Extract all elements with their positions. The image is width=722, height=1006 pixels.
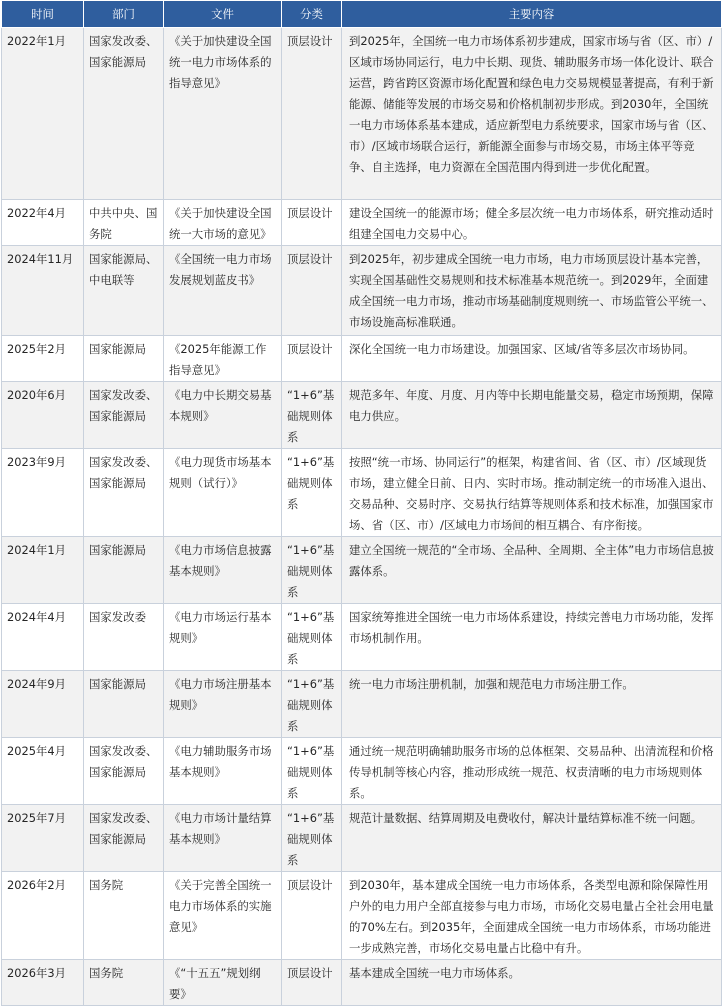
cell-time: 2022年4月 <box>2 200 84 246</box>
cell-content: 规范计量数据、结算周期及电费收付，解决计量结算标准不统一问题。 <box>342 805 722 872</box>
cell-time: 2025年7月 <box>2 805 84 872</box>
table-row <box>2 671 722 738</box>
cell-time: 2025年2月 <box>2 336 84 382</box>
cell-category: 顶层设计 <box>282 246 342 336</box>
cell-time: 2023年9月 <box>2 449 84 537</box>
cell-content: 建设全国统一的能源市场；健全多层次统一电力市场体系，研究推动适时组建全国电力交易中心。 <box>342 200 722 246</box>
cell-file: 《2025年能源工作指导意见》 <box>164 336 282 382</box>
cell-file: 《电力市场信息披露基本规则》 <box>164 537 282 604</box>
cell-dept: 国家能源局 <box>84 336 164 382</box>
table-row <box>2 960 722 1006</box>
cell-content: 到2025年，初步建成全国统一电力市场，电力市场顶层设计基本完善，实现全国基础性交易规则和技术标准基本规范统一。到2029年，全面建成全国统一电力市场，推动市场基础制度规则统一、市场监管公平统一、市场设施高标准联通。 <box>342 246 722 336</box>
cell-content: 到2025年，全国统一电力市场体系初步建成，国家市场与省（区、市）/区域市场协同运行，电力中长期、现货、辅助服务市场一体化设计、联合运营，跨省跨区资源市场化配置和绿色电力交易规模显著提高，有利于新能源、储能等发展的市场交易和价格机制初步形成。到2030年，全国统一电力市场体系基本建成，适应新型电力系统要求，国家市场与省（区、市）/区域市场联合运行，新能源全面参与市场交易，市场主体平等竞争、自主选择，电力资源在全国范围内得到进一步优化配置。 <box>342 28 722 200</box>
cell-file: 《电力市场运行基本规则》 <box>164 604 282 671</box>
table-row <box>2 872 722 960</box>
header-category: 分类 <box>282 1 342 28</box>
header-dept: 部门 <box>84 1 164 28</box>
cell-dept: 国家发改委、国家能源局 <box>84 805 164 872</box>
cell-content: 国家统筹推进全国统一电力市场体系建设，持续完善电力市场功能，发挥市场机制作用。 <box>342 604 722 671</box>
cell-dept: 国家能源局 <box>84 671 164 738</box>
cell-dept: 中共中央、国务院 <box>84 200 164 246</box>
cell-category: 顶层设计 <box>282 336 342 382</box>
table-row <box>2 246 722 336</box>
cell-time: 2024年1月 <box>2 537 84 604</box>
cell-content: 统一电力市场注册机制，加强和规范电力市场注册工作。 <box>342 671 722 738</box>
table-row <box>2 805 722 872</box>
cell-category: “1+6”基础规则体系 <box>282 449 342 537</box>
cell-content: 基本建成全国统一电力市场体系。 <box>342 960 722 1006</box>
cell-file: 《关于加快建设全国统一电力市场体系的指导意见》 <box>164 28 282 200</box>
cell-time: 2026年2月 <box>2 872 84 960</box>
cell-content: 按照“统一市场、协同运行”的框架，构建省间、省（区、市）/区域现货市场，建立健全日前、日内、实时市场。推动制定统一的市场准入退出、交易品种、交易时序、交易执行结算等规则体系和技术标准，加强国家市场、省（区、市）/区域电力市场间的相互耦合、有序衔接。 <box>342 449 722 537</box>
cell-content: 深化全国统一电力市场建设。加强国家、区域/省等多层次市场协同。 <box>342 336 722 382</box>
cell-content: 规范多年、年度、月度、月内等中长期电能量交易，稳定市场预期，保障电力供应。 <box>342 382 722 449</box>
table-row <box>2 200 722 246</box>
cell-category: 顶层设计 <box>282 28 342 200</box>
header-content: 主要内容 <box>342 1 722 28</box>
cell-time: 2020年6月 <box>2 382 84 449</box>
cell-dept: 国务院 <box>84 960 164 1006</box>
table-body <box>2 28 722 1006</box>
cell-category: “1+6”基础规则体系 <box>282 738 342 805</box>
table-header <box>2 1 722 28</box>
cell-content: 到2030年，基本建成全国统一电力市场体系，各类型电源和除保障性用户外的电力用户全部直接参与电力市场，市场化交易电量占全社会用电量的70%左右。到2035年，全面建成全国统一电力市场体系，市场功能进一步成熟完善，市场化交易电量占比稳中有升。 <box>342 872 722 960</box>
cell-category: “1+6”基础规则体系 <box>282 805 342 872</box>
table-row <box>2 28 722 200</box>
cell-file: 《电力辅助服务市场基本规则》 <box>164 738 282 805</box>
cell-time: 2024年11月 <box>2 246 84 336</box>
cell-content: 建立全国统一规范的“全市场、全品种、全周期、全主体”电力市场信息披露体系。 <box>342 537 722 604</box>
cell-time: 2026年3月 <box>2 960 84 1006</box>
cell-dept: 国家发改委、国家能源局 <box>84 382 164 449</box>
cell-file: 《电力市场注册基本规则》 <box>164 671 282 738</box>
cell-file: 《电力市场计量结算基本规则》 <box>164 805 282 872</box>
header-row <box>2 1 722 28</box>
table-row <box>2 449 722 537</box>
cell-dept: 国家发改委、国家能源局 <box>84 28 164 200</box>
cell-file: 《电力现货市场基本规则（试行）》 <box>164 449 282 537</box>
cell-category: “1+6”基础规则体系 <box>282 604 342 671</box>
cell-dept: 国家发改委、国家能源局 <box>84 449 164 537</box>
cell-dept: 国家发改委、国家能源局 <box>84 738 164 805</box>
table-row <box>2 738 722 805</box>
cell-category: 顶层设计 <box>282 872 342 960</box>
table-row <box>2 382 722 449</box>
header-time: 时间 <box>2 1 84 28</box>
cell-file: 《“十五五”规划纲要》 <box>164 960 282 1006</box>
cell-category: 顶层设计 <box>282 960 342 1006</box>
cell-time: 2024年4月 <box>2 604 84 671</box>
table-row <box>2 336 722 382</box>
table-row <box>2 604 722 671</box>
cell-category: 顶层设计 <box>282 200 342 246</box>
cell-category: “1+6”基础规则体系 <box>282 382 342 449</box>
cell-dept: 国务院 <box>84 872 164 960</box>
cell-time: 2022年1月 <box>2 28 84 200</box>
cell-category: “1+6”基础规则体系 <box>282 537 342 604</box>
cell-time: 2024年9月 <box>2 671 84 738</box>
cell-content: 通过统一规范明确辅助服务市场的总体框架、交易品种、出清流程和价格传导机制等核心内容，推动形成统一规范、权责清晰的电力市场规则体系。 <box>342 738 722 805</box>
cell-dept: 国家能源局、中电联等 <box>84 246 164 336</box>
policy-table <box>1 0 722 1006</box>
cell-category: “1+6”基础规则体系 <box>282 671 342 738</box>
cell-file: 《全国统一电力市场发展规划蓝皮书》 <box>164 246 282 336</box>
table-row <box>2 537 722 604</box>
cell-dept: 国家能源局 <box>84 537 164 604</box>
cell-time: 2025年4月 <box>2 738 84 805</box>
cell-dept: 国家发改委 <box>84 604 164 671</box>
cell-file: 《关于完善全国统一电力市场体系的实施意见》 <box>164 872 282 960</box>
header-file: 文件 <box>164 1 282 28</box>
cell-file: 《关于加快建设全国统一大市场的意见》 <box>164 200 282 246</box>
cell-file: 《电力中长期交易基本规则》 <box>164 382 282 449</box>
